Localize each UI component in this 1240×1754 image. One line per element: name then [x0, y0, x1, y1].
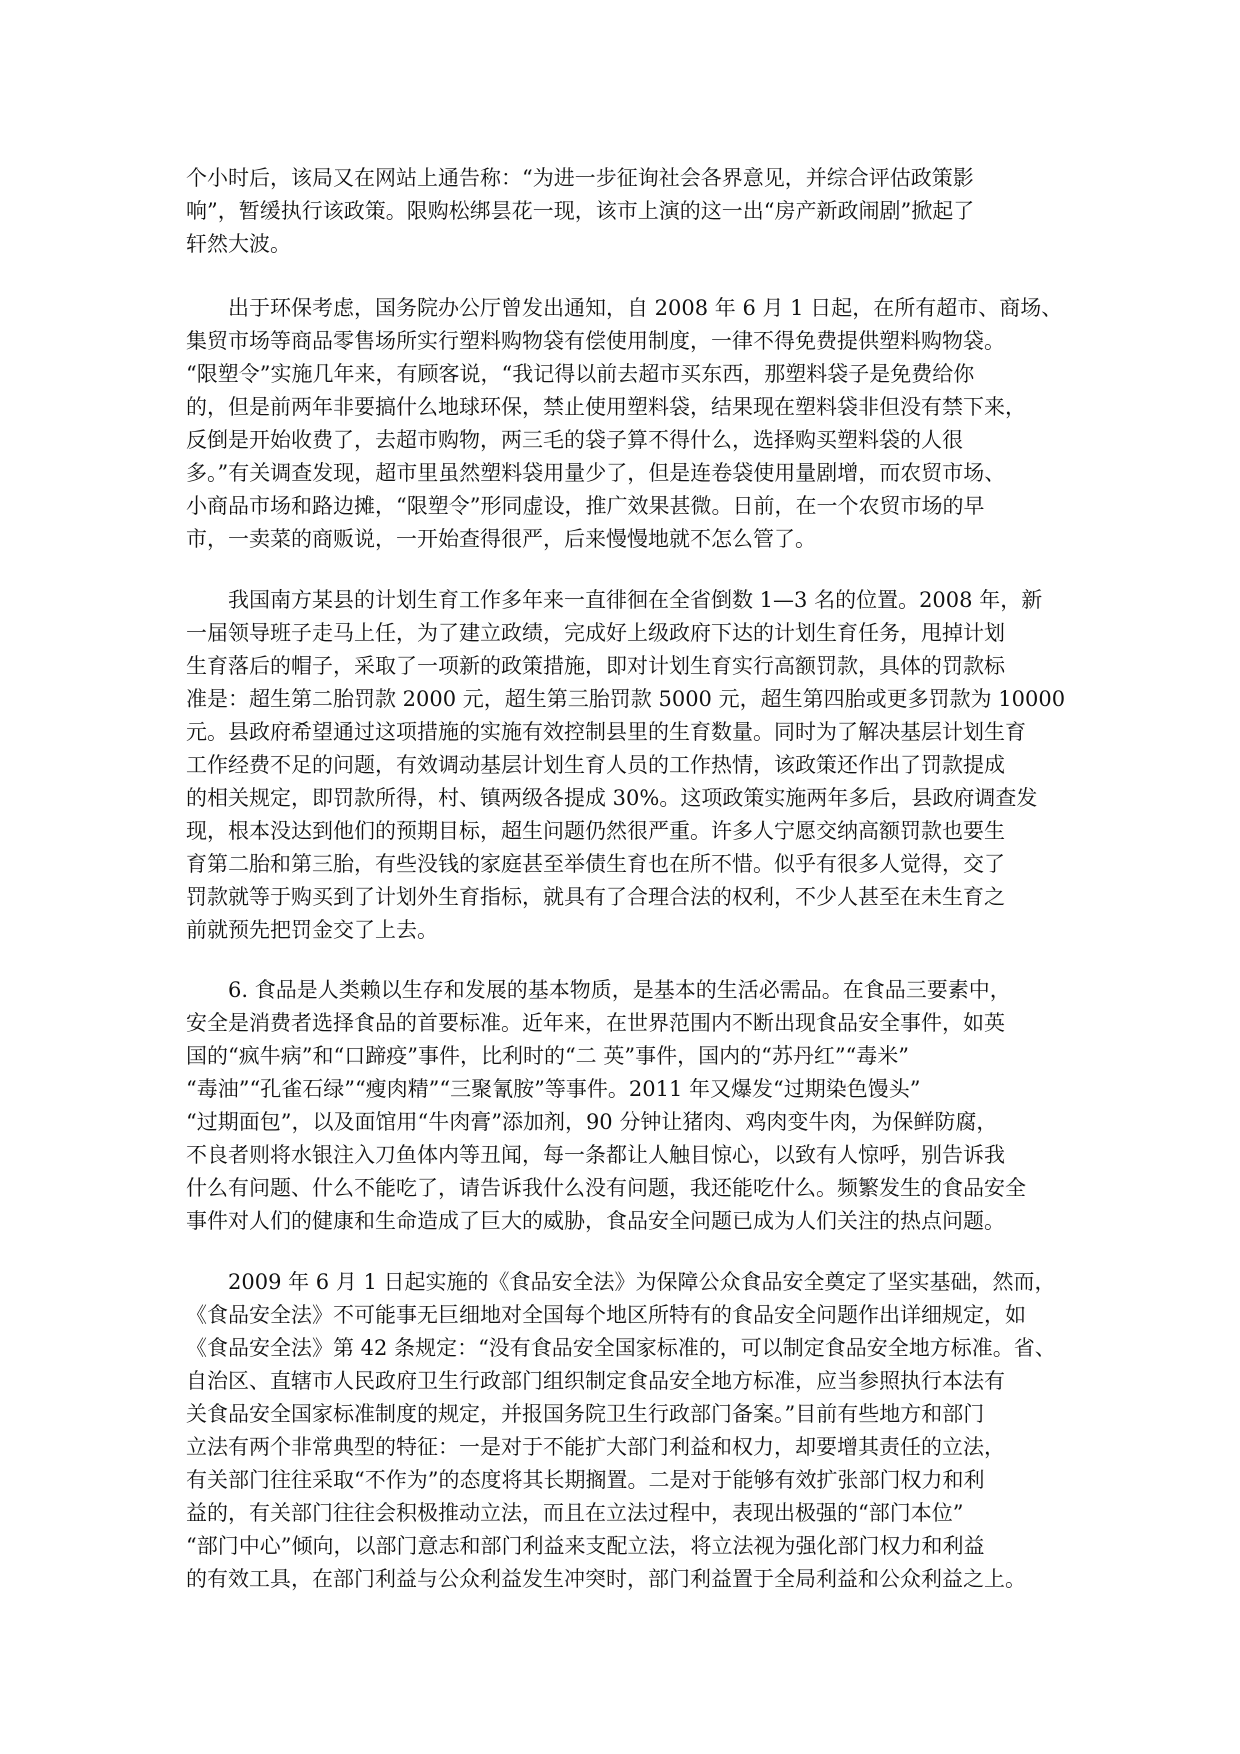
text-line: “限塑令”实施几年来，有顾客说，“我记得以前去超市买东西，那塑料袋子是免费给你 [186, 362, 975, 386]
text-line: 国的“疯牛病”和“口蹄疫”事件，比利时的“二 英”事件，国内的“苏丹红”“毒米” [186, 1044, 910, 1068]
text-line: 的，但是前两年非要搞什么地球环保，禁止使用塑料袋，结果现在塑料袋非但没有禁下来， [186, 395, 1026, 419]
text-line: 集贸市场等商品零售场所实行塑料购物袋有偿使用制度，一律不得免费提供塑料购物袋。 [186, 329, 1005, 353]
text-line: 不良者则将水银注入刀鱼体内等丑闻，每一条都让人触目惊心，以致有人惊呼，别告诉我 [186, 1143, 1005, 1167]
paragraph-housing-policy [186, 162, 1066, 261]
text-line: 市，一卖菜的商贩说，一开始查得很严，后来慢慢地就不怎么管了。 [186, 527, 816, 551]
paragraph-food-safety [186, 974, 1066, 1238]
text-line: “毒油”“孔雀石绿”“瘦肉精”“三聚氰胺”等事件。2011 年又爆发“过期染色馒头” [186, 1077, 921, 1101]
text-line: 一届领导班子走马上任，为了建立政绩，完成好上级政府下达的计划生育任务，甩掉计划 [186, 621, 1005, 645]
paragraph-plastic-ban [186, 292, 1066, 556]
text-line: 《食品安全法》不可能事无巨细地对全国每个地区所特有的食品安全问题作出详细规定，如 [186, 1303, 1026, 1327]
text-line: 事件对人们的健康和生命造成了巨大的威胁，食品安全问题已成为人们关注的热点问题。 [186, 1209, 1005, 1233]
text-line: “部门中心”倾向，以部门意志和部门利益来支配立法，将立法视为强化部门权力和利益 [186, 1534, 985, 1558]
text-line: 工作经费不足的问题，有效调动基层计划生育人员的工作热情，该政策还作出了罚款提成 [186, 753, 1005, 777]
text-line: 多。”有关调查发现，超市里虽然塑料袋用量少了，但是连卷袋使用量剧增，而农贸市场、 [186, 461, 1006, 485]
text-line: 立法有两个非常典型的特征：一是对于不能扩大部门利益和权力，却要增其责任的立法， [186, 1435, 1005, 1459]
text-line: 自治区、直辖市人民政府卫生行政部门组织制定食品安全地方标准，应当参照执行本法有 [186, 1369, 1005, 1393]
text-line: 前就预先把罚金交了上去。 [186, 918, 438, 942]
text-line: 《食品安全法》第 42 条规定：“没有食品安全国家标准的，可以制定食品安全地方标准。省、 [186, 1336, 1056, 1360]
text-line: 育第二胎和第三胎，有些没钱的家庭甚至举债生育也在所不惜。似乎有很多人觉得，交了 [186, 852, 1005, 876]
text-line: 出于环保考虑，国务院办公厅曾发出通知，自 2008 年 6 月 1 日起，在所有超市、商场、 [228, 296, 1063, 320]
text-line: 6. 食品是人类赖以生存和发展的基本物质，是基本的生活必需品。在食品三要素中， [228, 978, 1011, 1002]
text-line: 益的，有关部门往往会积极推动立法，而且在立法过程中，表现出极强的“部门本位” [186, 1501, 964, 1525]
text-line: “过期面包”，以及面馆用“牛肉膏”添加剂，90 分钟让猪肉、鸡肉变牛肉，为保鲜防腐， [186, 1110, 998, 1134]
text-line: 罚款就等于购买到了计划外生育指标，就具有了合理合法的权利，不少人甚至在未生育之 [186, 885, 1005, 909]
text-line: 关食品安全国家标准制度的规定，并报国务院卫生行政部门备案。”目前有些地方和部门 [186, 1402, 985, 1426]
text-line: 准是：超生第二胎罚款 2000 元，超生第三胎罚款 5000 元，超生第四胎或更多罚款为 10000 [186, 687, 1066, 711]
paragraph-food-safety-law [186, 1266, 1066, 1596]
text-line: 元。县政府希望通过这项措施的实施有效控制县里的生育数量。同时为了解决基层计划生育 [186, 720, 1026, 744]
text-line: 小商品市场和路边摊，“限塑令”形同虚设，推广效果甚微。日前，在一个农贸市场的早 [186, 494, 985, 518]
text-line: 响”，暂缓执行该政策。限购松绑昙花一现，该市上演的这一出“房产新政闹剧”掀起了 [186, 199, 975, 223]
text-line: 轩然大波。 [186, 232, 291, 256]
text-line: 什么有问题、什么不能吃了，请告诉我什么没有问题，我还能吃什么。频繁发生的食品安全 [186, 1176, 1026, 1200]
text-line: 我国南方某县的计划生育工作多年来一直徘徊在全省倒数 1—3 名的位置。2008 年，新 [228, 588, 1043, 612]
text-line: 的相关规定，即罚款所得，村、镇两级各提成 30%。这项政策实施两年多后，县政府调查发 [186, 786, 1038, 810]
text-line: 反倒是开始收费了，去超市购物，两三毛的袋子算不得什么，选择购买塑料袋的人很 [186, 428, 963, 452]
text-line: 生育落后的帽子，采取了一项新的政策措施，即对计划生育实行高额罚款，具体的罚款标 [186, 654, 1005, 678]
text-line: 安全是消费者选择食品的首要标准。近年来，在世界范围内不断出现食品安全事件，如英 [186, 1011, 1005, 1035]
text-line: 现，根本没达到他们的预期目标，超生问题仍然很严重。许多人宁愿交纳高额罚款也要生 [186, 819, 1005, 843]
text-line: 有关部门往往采取“不作为”的态度将其长期搁置。二是对于能够有效扩张部门权力和利 [186, 1468, 985, 1492]
text-line: 2009 年 6 月 1 日起实施的《食品安全法》为保障公众食品安全奠定了坚实基础，然而， [228, 1270, 1056, 1294]
paragraph-family-planning [186, 584, 1066, 947]
text-line: 的有效工具，在部门利益与公众利益发生冲突时，部门利益置于全局利益和公众利益之上。 [186, 1567, 1026, 1591]
text-line: 个小时后，该局又在网站上通告称：“为进一步征询社会各界意见，并综合评估政策影 [186, 166, 974, 190]
